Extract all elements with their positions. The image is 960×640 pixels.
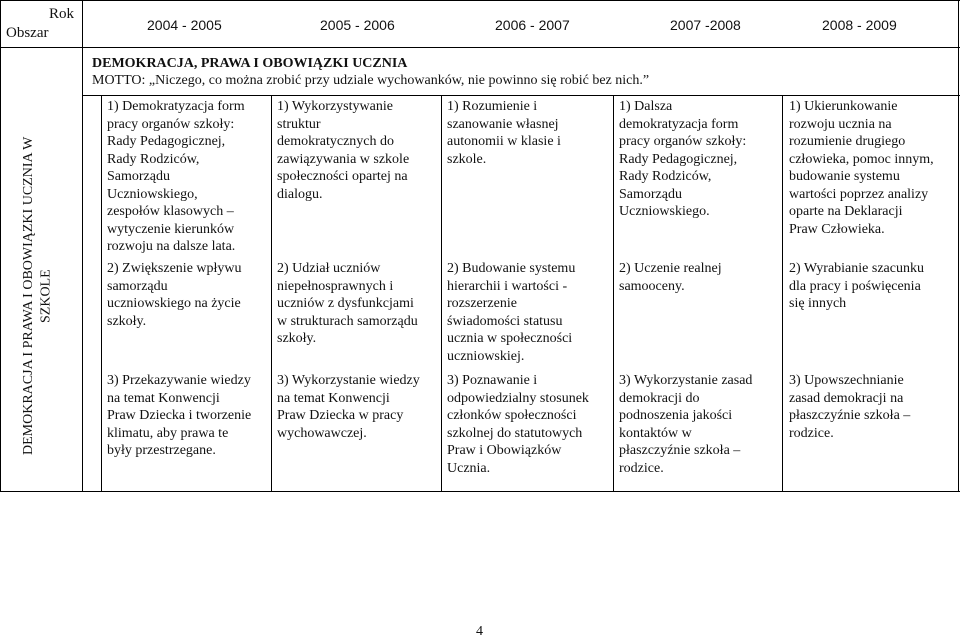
column-divider-area bbox=[82, 0, 83, 492]
goal-2007-2: 2) Uczenie realnej samooceny. bbox=[619, 261, 722, 294]
rok-label: Rok bbox=[49, 6, 75, 22]
goal-2004-3: 3) Przekazywanie wiedzy na temat Konwencji Praw Dziecka i tworzenie klimatu, aby prawa te były przestrzegane. bbox=[107, 373, 252, 458]
table-right-border bbox=[958, 0, 959, 492]
goal-2005-1: 1) Wykorzystywanie struktur demokratycznych do zawiązywania w szkole społeczności opartej na dialogu. bbox=[277, 99, 410, 202]
column-divider-2 bbox=[271, 95, 272, 492]
side-label-line2: SZKOLE bbox=[38, 269, 54, 323]
column-divider-3 bbox=[441, 95, 442, 492]
year-header: 2007 -2008 bbox=[670, 17, 741, 33]
goal-2007-1: 1) Dalsza demokratyzacja form pracy organów szkoły: Rady Pedagogicznej, Rady Rodziców, Samorządu Uczniowskiego. bbox=[619, 99, 747, 219]
goal-2005-3: 3) Wykorzystanie wiedzy na temat Konwencji Praw Dziecka w pracy wychowawczej. bbox=[277, 373, 420, 441]
column-divider-1 bbox=[101, 95, 102, 492]
header-bottom-border bbox=[0, 47, 960, 48]
goal-2008-3: 3) Upowszechnianie zasad demokracji na płaszczyźnie szkoła – rodzice. bbox=[789, 373, 911, 441]
table-top-border bbox=[0, 0, 960, 1]
obszar-label: Obszar bbox=[6, 25, 49, 41]
column-divider-5 bbox=[782, 95, 783, 492]
goal-2007-3: 3) Wykorzystanie zasad demokracji do podnoszenia jakości kontaktów w płaszczyźnie szkoła – rodzice. bbox=[619, 373, 753, 476]
side-label-line1: DEMOKRACJA I PRAWA I OBOWIĄZKI UCZNIA W bbox=[21, 136, 36, 456]
page-number: 4 bbox=[476, 624, 483, 639]
table-left-border bbox=[0, 0, 1, 492]
goal-2006-2: 2) Budowanie systemu hierarchii i wartości - rozszerzenie świadomości statusu ucznia w społeczności uczniowskiej. bbox=[447, 261, 576, 364]
goal-2008-2: 2) Wyrabianie szacunku dla pracy i poświęcenia się innych bbox=[789, 261, 924, 311]
goal-2006-1: 1) Rozumienie i szanowanie własnej autonomii w klasie i szkole. bbox=[447, 99, 561, 167]
column-divider-4 bbox=[613, 95, 614, 492]
year-header: 2006 - 2007 bbox=[495, 17, 570, 33]
motto-bottom-border bbox=[82, 95, 960, 96]
year-header: 2004 - 2005 bbox=[147, 17, 222, 33]
area-side-label bbox=[20, 110, 72, 482]
goal-2005-2: 2) Udział uczniów niepełnosprawnych i uczniów z dysfunkcjami w strukturach samorządu szkoły. bbox=[277, 261, 418, 346]
goal-2004-1: 1) Demokratyzacja form pracy organów szkoły: Rady Pedagogicznej, Rady Rodziców, Samorządu Uczniowskiego, zespołów klasowych – wytyczenie kierunków rozwoju na dalsze lata. bbox=[107, 99, 245, 254]
year-header: 2008 - 2009 bbox=[822, 17, 897, 33]
table-bottom-border bbox=[0, 491, 960, 492]
section-title: DEMOKRACJA, PRAWA I OBOWIĄZKI UCZNIA bbox=[92, 56, 408, 71]
motto: MOTTO: „Niczego, co można zrobić przy udziale wychowanków, nie powinno się robić bez nich.” bbox=[92, 73, 650, 88]
year-header: 2005 - 2006 bbox=[320, 17, 395, 33]
goal-2004-2: 2) Zwiększenie wpływu samorządu uczniowskiego na życie szkoły. bbox=[107, 261, 242, 329]
goal-2008-1: 1) Ukierunkowanie rozwoju ucznia na rozumienie drugiego człowieka, pomoc innym, budowanie systemu wartości poprzez analizy oparte na Deklaracji Praw Człowieka. bbox=[789, 99, 934, 237]
goal-2006-3: 3) Poznawanie i odpowiedzialny stosunek członków społeczności szkolnej do statutowych Praw i Obowiązków Ucznia. bbox=[447, 373, 589, 476]
